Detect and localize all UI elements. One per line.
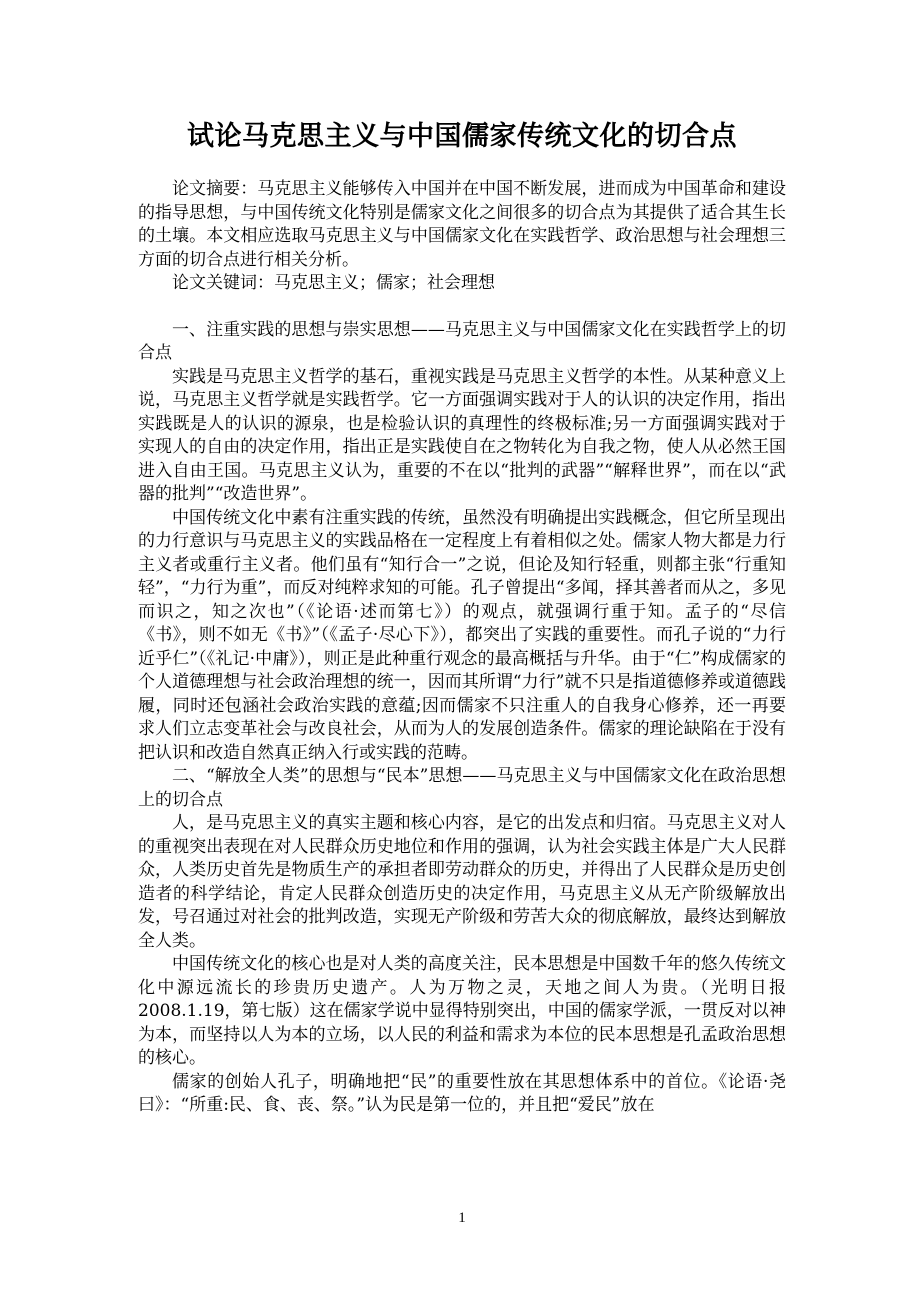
section-1-heading: 一、注重实践的思想与崇实思想——马克思主义与中国儒家文化在实践哲学上的切合点 xyxy=(138,319,786,363)
page-number: 1 xyxy=(458,1210,466,1226)
section-2-paragraph-1: 人，是马克思主义的真实主题和核心内容，是它的出发点和归宿。马克思主义对人的重视突出表现在对人民群众历史地位和作用的强调，认为社会实践主体是广大人民群众，人类历史首先是物质生产的承担者即劳动群众的历史，并得出了人民群众是历史创造者的科学结论，肯定人民群众创造历史的决定作用，马克思主义从无产阶级解放出发，号召通过对社会的批判改造，实现无产阶级和劳苦大众的彻底解放，最终达到解放全人类。 xyxy=(138,813,786,951)
document-title: 试论马克思主义与中国儒家传统文化的切合点 xyxy=(187,121,737,152)
abstract-paragraph: 论文摘要：马克思主义能够传入中国并在中国不断发展，进而成为中国革命和建设的指导思想，与中国传统文化特别是儒家文化之间很多的切合点为其提供了适合其生长的土壤。本文相应选取马克思主义与中国儒家文化在实践哲学、政治思想与社会理想三方面的切合点进行相关分析。 xyxy=(138,179,786,270)
document-body xyxy=(138,178,786,1118)
blank-line xyxy=(138,296,786,319)
section-2-paragraph-2: 中国传统文化的核心也是对人类的高度关注，民本思想是中国数千年的悠久传统文化中源远流长的珍贵历史遗产。人为万物之灵，天地之间人为贵。（光明日报 2008.1.19，第七版）这在儒家学说中显得特别突出，中国的儒家学派，一贯反对以神为本，而坚持以人为本的立场，以人民的利益和需求为本位的民本思想是孔孟政治思想的核心。 xyxy=(138,954,786,1068)
section-2-heading: 二、“解放全人类”的思想与“民本”思想——马克思主义与中国儒家文化在政治思想上的切合点 xyxy=(138,766,786,810)
section-2-paragraph-3: 儒家的创始人孔子，明确地把“民”的重要性放在其思想体系中的首位。《论语·尧曰》：“所重:民、食、丧、祭。”认为民是第一位的，并且把“爱民”放在 xyxy=(138,1071,786,1115)
section-1-paragraph-2: 中国传统文化中素有注重实践的传统，虽然没有明确提出实践概念，但它所呈现出的力行意识与马克思主义的实践品格在一定程度上有着相似之处。儒家人物大都是力行主义者或重行主义者。他们虽有“知行合一”之说，但论及知行轻重，则都主张“行重知轻”，“力行为重”，而反对纯粹求知的可能。孔子曾提出“多闻，择其善者而从之，多见而识之，知之次也”（《论语·述而第七》）的观点，就强调行重于知。孟子的“尽信《书》，则不如无《书》”（《孟子·尽心下》），都突出了实践的重要性。而孔子说的“力行近乎仁”（《礼记·中庸》），则正是此种重行观念的最高概括与升华。由于“仁”构成儒家的个人道德理想与社会政治理想的统一，因而其所谓“力行”就不只是指道德修养或道德践履，同时还包涵社会政治实践的意蕴;因而儒家不只注重人的自我身心修养，还一再要求人们立志变革社会与改良社会，从而为人的发展创造条件。儒家的理论缺陷在于没有把认识和改造自然真正纳入行或实践的范畴。 xyxy=(138,507,786,763)
document-page xyxy=(138,0,786,1302)
section-1-paragraph-1: 实践是马克思主义哲学的基石，重视实践是马克思主义哲学的本性。从某种意义上说，马克思主义哲学就是实践哲学。它一方面强调实践对于人的认识的决定作用，指出实践既是人的认识的源泉，也是检验认识的真理性的终极标准;另一方面强调实践对于实现人的自由的决定作用，指出正是实践使自在之物转化为自我之物，使人从必然王国进入自由王国。马克思主义认为，重要的不在以“批判的武器”“解释世界”，而在以“武器的批判”“改造世界”。 xyxy=(138,366,786,504)
keywords-paragraph: 论文关键词：马克思主义；儒家；社会理想 xyxy=(172,273,495,293)
